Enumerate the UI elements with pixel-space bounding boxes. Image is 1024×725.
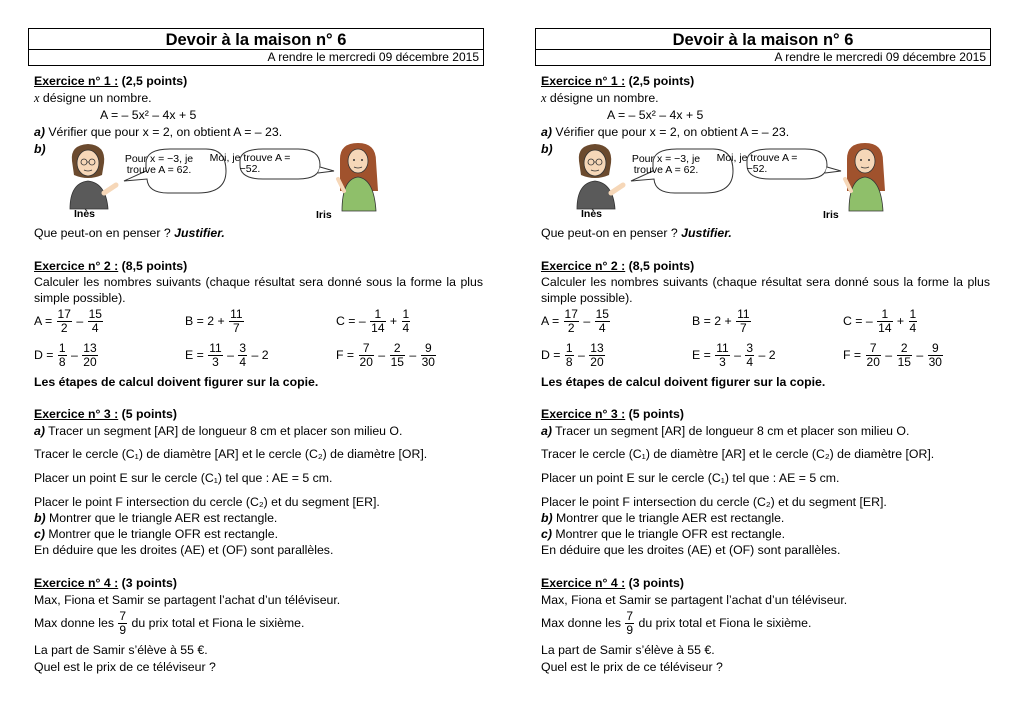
expr-b-lhs: B = 2 + bbox=[185, 313, 229, 328]
expr-c-lhs: C = – bbox=[843, 313, 877, 328]
ex1-justify-line bbox=[541, 225, 732, 241]
ex1-var: x bbox=[34, 91, 40, 105]
ex3-b-label: b) bbox=[541, 511, 553, 525]
fraction bbox=[877, 308, 892, 335]
ex3-a-text: Tracer un segment [AR] de longueur 8 cm et placer son milieu O. bbox=[551, 424, 910, 438]
ex4-heading bbox=[34, 575, 177, 591]
fraction bbox=[564, 308, 579, 335]
expr-a-lhs: A = bbox=[34, 313, 56, 328]
numerator: 1 bbox=[402, 307, 410, 321]
expr-f-lhs: F = bbox=[843, 347, 865, 362]
ex2-title: Exercice n° 2 : bbox=[541, 259, 626, 273]
operator: + bbox=[893, 313, 908, 328]
ex3-b-text: Montrer que le triangle AER est rectangle. bbox=[45, 511, 278, 525]
ex3-line-3: Placer un point E sur le cercle (C₁) tel que : AE = 5 cm. bbox=[34, 471, 333, 485]
ex3-line-2: Tracer le cercle (C₁) de diamètre [AR] et le cercle (C₂) de diamètre [OR]. bbox=[541, 447, 935, 461]
ex1-question: Que peut-on en penser ? bbox=[34, 226, 175, 240]
expr-D bbox=[34, 342, 99, 369]
iris-bubble-text: Moi, je trouve A = −52. bbox=[716, 152, 798, 175]
denominator: 4 bbox=[402, 321, 410, 335]
operator: – bbox=[405, 347, 420, 362]
denominator: 2 bbox=[567, 321, 575, 335]
fraction bbox=[589, 342, 604, 369]
denominator: 4 bbox=[909, 321, 917, 335]
fraction bbox=[208, 342, 222, 369]
ex4-heading bbox=[541, 575, 684, 591]
fraction bbox=[82, 342, 97, 369]
numerator: 9 bbox=[421, 342, 436, 356]
ex1-title: Exercice n° 1 : bbox=[34, 74, 119, 88]
fraction bbox=[625, 610, 634, 637]
ex3-line-4: Placer le point F intersection du cercle (C₂) et du segment [ER]. bbox=[541, 495, 887, 509]
operator: – bbox=[223, 347, 238, 362]
ex4-line-2 bbox=[34, 608, 304, 638]
fraction bbox=[370, 308, 385, 335]
denominator: 20 bbox=[83, 355, 97, 369]
expr-E bbox=[692, 342, 776, 369]
ex4-line-2 bbox=[541, 608, 811, 638]
ex1-justify: Justifier. bbox=[174, 226, 225, 240]
expr-B bbox=[185, 308, 245, 335]
ex2-heading bbox=[541, 258, 694, 274]
numerator: 11 bbox=[737, 307, 750, 321]
expr-e-lhs: E = bbox=[692, 347, 715, 362]
ex2-title: Exercice n° 2 : bbox=[34, 259, 119, 273]
fraction bbox=[359, 342, 374, 369]
ex1-expression: A = – 5x² – 4x + 5 bbox=[607, 108, 704, 122]
numerator: 13 bbox=[590, 341, 604, 355]
ex1-intro bbox=[34, 90, 152, 106]
ex2-heading bbox=[34, 258, 187, 274]
fraction bbox=[715, 342, 729, 369]
ex1-a-text: Vérifier que pour x = 2, on obtient A = – 23. bbox=[44, 125, 283, 139]
expr-e-tail: – 2 bbox=[755, 347, 776, 362]
ex3-c-label: c) bbox=[541, 527, 552, 541]
denominator: 4 bbox=[239, 355, 247, 369]
operator: – bbox=[374, 347, 389, 362]
iris-character bbox=[845, 143, 885, 211]
numerator: 2 bbox=[897, 342, 912, 356]
ex3-c-text: Montrer que le triangle OFR est rectangle. bbox=[44, 527, 279, 541]
denominator: 30 bbox=[421, 355, 435, 369]
fraction bbox=[421, 342, 436, 369]
denominator: 20 bbox=[866, 355, 880, 369]
denominator: 3 bbox=[719, 355, 726, 369]
numerator: 11 bbox=[209, 341, 222, 355]
fraction bbox=[229, 308, 243, 335]
ex4-line-4: Quel est le prix de ce téléviseur ? bbox=[541, 660, 723, 674]
ines-bubble-text: Pour x = −3, je trouve A = 62. bbox=[124, 153, 194, 176]
expr-e-tail: – 2 bbox=[248, 347, 269, 362]
numerator: 7 bbox=[359, 342, 374, 356]
fraction bbox=[58, 342, 67, 369]
ex1-question-b bbox=[541, 141, 553, 157]
ex4-line-3: La part de Samir s’élève à 55 €. bbox=[34, 643, 208, 657]
operator: – bbox=[730, 347, 745, 362]
numerator: 15 bbox=[88, 307, 102, 321]
numerator: 3 bbox=[746, 341, 754, 355]
expr-D bbox=[541, 342, 606, 369]
ex1-points: (2,5 points) bbox=[625, 74, 695, 88]
ex1-heading bbox=[541, 73, 694, 89]
denominator: 30 bbox=[928, 355, 942, 369]
ex2-instructions: Calculer les nombres suivants (chaque résultat sera donné sous la forme la plus simple possible). bbox=[541, 275, 990, 305]
expr-B bbox=[692, 308, 752, 335]
ex4-l2-start: Max donne les bbox=[34, 616, 118, 630]
numerator: 7 bbox=[119, 609, 127, 624]
ex3-heading bbox=[34, 406, 177, 422]
ex1-justify: Justifier. bbox=[681, 226, 732, 240]
ex1-a-text: Vérifier que pour x = 2, on obtient A = – 23. bbox=[551, 125, 790, 139]
due-date bbox=[28, 50, 484, 66]
ex3-line-4: Placer le point F intersection du cercle (C₂) et du segment [ER]. bbox=[34, 495, 380, 509]
expr-f-lhs: F = bbox=[336, 347, 358, 362]
fraction bbox=[565, 342, 574, 369]
ex2-instructions: Calculer les nombres suivants (chaque résultat sera donné sous la forme la plus simple possible). bbox=[34, 275, 483, 305]
numerator: 11 bbox=[716, 341, 729, 355]
homework-sheet-right bbox=[535, 28, 991, 674]
header-title bbox=[28, 28, 484, 50]
ex3-question-a bbox=[34, 423, 402, 439]
ines-name: Inès bbox=[74, 208, 96, 220]
denominator: 14 bbox=[371, 321, 385, 335]
ex3-b-label: b) bbox=[34, 511, 46, 525]
ex1-intro bbox=[541, 90, 659, 106]
numerator: 17 bbox=[564, 307, 578, 321]
operator: – bbox=[579, 313, 594, 328]
title-text: Devoir à la maison n° 6 bbox=[165, 31, 347, 49]
ex4-line-1: Max, Fiona et Samir se partagent l’achat d’un téléviseur. bbox=[34, 593, 341, 607]
iris-character bbox=[338, 143, 378, 211]
expr-F bbox=[843, 342, 944, 369]
ex3-question-b bbox=[541, 510, 784, 526]
expr-d-lhs: D = bbox=[34, 347, 57, 362]
denominator: 8 bbox=[58, 355, 66, 369]
denominator: 15 bbox=[897, 355, 911, 369]
fraction bbox=[118, 610, 127, 637]
iris-name: Iris bbox=[316, 209, 332, 221]
expr-C bbox=[336, 308, 411, 335]
denominator: 7 bbox=[739, 321, 747, 335]
fraction bbox=[238, 342, 247, 369]
ex4-title: Exercice n° 4 : bbox=[34, 576, 119, 590]
ex2-points: (8,5 points) bbox=[625, 259, 695, 273]
denominator: 4 bbox=[91, 321, 99, 335]
ex3-c-label: c) bbox=[34, 527, 45, 541]
operator: – bbox=[912, 347, 927, 362]
expr-C bbox=[843, 308, 918, 335]
operator: – bbox=[67, 347, 82, 362]
ex3-c-text: Montrer que le triangle OFR est rectangle. bbox=[551, 527, 786, 541]
ex1-question-a bbox=[34, 124, 282, 140]
ex1-question-b bbox=[34, 141, 46, 157]
fraction bbox=[402, 308, 411, 335]
title-text: Devoir à la maison n° 6 bbox=[672, 31, 854, 49]
ex1-question-a bbox=[541, 124, 789, 140]
denominator: 9 bbox=[119, 623, 127, 638]
fraction bbox=[897, 342, 912, 369]
ex3-title: Exercice n° 3 : bbox=[34, 407, 119, 421]
denominator: 3 bbox=[212, 355, 219, 369]
fraction bbox=[390, 342, 405, 369]
expr-F bbox=[336, 342, 437, 369]
denominator: 9 bbox=[626, 623, 634, 638]
numerator: 7 bbox=[866, 342, 881, 356]
ex3-b-text: Montrer que le triangle AER est rectangle. bbox=[552, 511, 785, 525]
denominator: 4 bbox=[598, 321, 606, 335]
fraction bbox=[736, 308, 750, 335]
expr-d-lhs: D = bbox=[541, 347, 564, 362]
ex4-l2-end: du prix total et Fiona le sixième. bbox=[128, 616, 305, 630]
header-title bbox=[535, 28, 991, 50]
expr-A bbox=[541, 308, 611, 335]
ex3-heading bbox=[541, 406, 684, 422]
due-text: A rendre le mercredi 09 décembre 2015 bbox=[774, 50, 986, 64]
ex3-a-label: a) bbox=[34, 424, 45, 438]
ex3-points: (5 points) bbox=[625, 407, 684, 421]
ex1-question: Que peut-on en penser ? bbox=[541, 226, 682, 240]
numerator: 11 bbox=[230, 307, 243, 321]
due-date bbox=[535, 50, 991, 66]
ex3-question-c bbox=[34, 526, 278, 542]
ex1-title: Exercice n° 1 : bbox=[541, 74, 626, 88]
iris-name: Iris bbox=[823, 209, 839, 221]
iris-bubble-text: Moi, je trouve A = −52. bbox=[209, 152, 291, 175]
ex3-a-label: a) bbox=[541, 424, 552, 438]
ex1-justify-line bbox=[34, 225, 225, 241]
ex3-question-a bbox=[541, 423, 909, 439]
ex1-a-label: a) bbox=[541, 125, 552, 139]
ex4-line-1: Max, Fiona et Samir se partagent l’achat d’un téléviseur. bbox=[541, 593, 848, 607]
ex3-question-c bbox=[541, 526, 785, 542]
fraction bbox=[866, 342, 881, 369]
ex1-intro-text: désigne un nombre. bbox=[546, 91, 659, 105]
fraction bbox=[88, 308, 103, 335]
denominator: 20 bbox=[590, 355, 604, 369]
ex3-points: (5 points) bbox=[118, 407, 177, 421]
fraction bbox=[745, 342, 754, 369]
ex4-points: (3 points) bbox=[118, 576, 177, 590]
operator: + bbox=[386, 313, 401, 328]
ex1-expression: A = – 5x² – 4x + 5 bbox=[100, 108, 197, 122]
ex1-points: (2,5 points) bbox=[118, 74, 188, 88]
ines-character bbox=[70, 144, 116, 209]
denominator: 7 bbox=[232, 321, 240, 335]
expr-E bbox=[185, 342, 269, 369]
ines-bubble-text: Pour x = −3, je trouve A = 62. bbox=[631, 153, 701, 176]
numerator: 1 bbox=[909, 307, 917, 321]
ex1-b-label: b) bbox=[34, 142, 46, 156]
ex1-heading bbox=[34, 73, 187, 89]
numerator: 2 bbox=[390, 342, 405, 356]
ex1-var: x bbox=[541, 91, 547, 105]
ex3-title: Exercice n° 3 : bbox=[541, 407, 626, 421]
ex4-points: (3 points) bbox=[625, 576, 684, 590]
ex1-intro-text: désigne un nombre. bbox=[39, 91, 152, 105]
due-text: A rendre le mercredi 09 décembre 2015 bbox=[267, 50, 479, 64]
ex1-b-label: b) bbox=[541, 142, 553, 156]
expr-b-lhs: B = 2 + bbox=[692, 313, 736, 328]
ex4-title: Exercice n° 4 : bbox=[541, 576, 626, 590]
numerator: 3 bbox=[239, 341, 247, 355]
ex2-points: (8,5 points) bbox=[118, 259, 188, 273]
ex2-note: Les étapes de calcul doivent figurer sur la copie. bbox=[541, 375, 826, 389]
ex3-line-7: En déduire que les droites (AE) et (OF) sont parallèles. bbox=[34, 543, 334, 557]
ines-character bbox=[577, 144, 623, 209]
operator: – bbox=[72, 313, 87, 328]
denominator: 2 bbox=[60, 321, 68, 335]
denominator: 4 bbox=[746, 355, 754, 369]
ines-name: Inès bbox=[581, 208, 603, 220]
ex4-l2-start: Max donne les bbox=[541, 616, 625, 630]
ex3-line-3: Placer un point E sur le cercle (C₁) tel que : AE = 5 cm. bbox=[541, 471, 840, 485]
fraction bbox=[595, 308, 610, 335]
expr-e-lhs: E = bbox=[185, 347, 208, 362]
numerator: 17 bbox=[57, 307, 71, 321]
numerator: 1 bbox=[370, 308, 385, 322]
fraction bbox=[928, 342, 943, 369]
ex3-question-b bbox=[34, 510, 277, 526]
numerator: 1 bbox=[565, 341, 573, 355]
ex3-line-2: Tracer le cercle (C₁) de diamètre [AR] et le cercle (C₂) de diamètre [OR]. bbox=[34, 447, 428, 461]
ex4-line-4: Quel est le prix de ce téléviseur ? bbox=[34, 660, 216, 674]
ex4-l2-end: du prix total et Fiona le sixième. bbox=[635, 616, 812, 630]
ex4-line-3: La part de Samir s’élève à 55 €. bbox=[541, 643, 715, 657]
denominator: 20 bbox=[359, 355, 373, 369]
ex1-a-label: a) bbox=[34, 125, 45, 139]
denominator: 15 bbox=[390, 355, 404, 369]
operator: – bbox=[881, 347, 896, 362]
fraction bbox=[909, 308, 918, 335]
expr-c-lhs: C = – bbox=[336, 313, 370, 328]
denominator: 8 bbox=[565, 355, 573, 369]
ex3-a-text: Tracer un segment [AR] de longueur 8 cm et placer son milieu O. bbox=[44, 424, 403, 438]
numerator: 9 bbox=[928, 342, 943, 356]
denominator: 14 bbox=[878, 321, 892, 335]
homework-sheet-left bbox=[28, 28, 484, 674]
numerator: 1 bbox=[58, 341, 66, 355]
operator: – bbox=[574, 347, 589, 362]
ex3-line-7: En déduire que les droites (AE) et (OF) sont parallèles. bbox=[541, 543, 841, 557]
numerator: 13 bbox=[83, 341, 97, 355]
fraction bbox=[57, 308, 72, 335]
ex2-note: Les étapes de calcul doivent figurer sur la copie. bbox=[34, 375, 319, 389]
numerator: 7 bbox=[626, 609, 634, 624]
numerator: 15 bbox=[595, 307, 609, 321]
expr-a-lhs: A = bbox=[541, 313, 563, 328]
numerator: 1 bbox=[877, 308, 892, 322]
expr-A bbox=[34, 308, 104, 335]
